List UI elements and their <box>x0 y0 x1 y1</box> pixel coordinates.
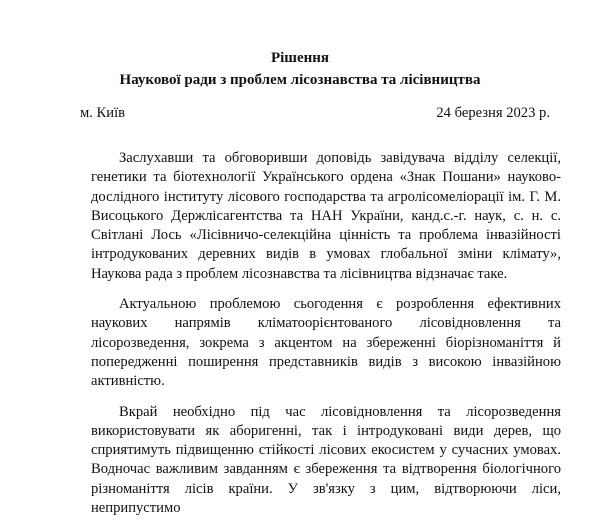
paragraph: Заслухавши та обговоривши доповідь завідувача відділу селекції, генетики та біотехнології Українського ордена «Знак Пошани» науково-дослідного інституту лісового господарства та агролісомеліорації ім. Г. М. Висоцького Держлісагентства та НАН України, канд.с.-г. наук, с. н. с. Світлані Лось «Лісівничо-селекційна цінність та проблема інвазійності інтродукованих деревних видів в умовах глобальної зміни клімату», Наукова рада з проблем лісознавства та лісівництва відзначає таке. <box>91 150 561 282</box>
paragraph: Вкрай необхідно під час лісовідновлення та лісорозведення використовувати як аборигенні, так і інтродуковані види дерев, що сприятимуть підвищенню стійкості лісових екосистем у сучасних умовах. Водночас важливим завданням є збереження та відтворення біологічного різноманіття лісів країни. У зв'язку з цим, відтворюючи ліси, неприпустимо <box>91 403 561 517</box>
paragraph: Актуальною проблемою сьогодення є розроблення ефективних наукових напрямів кліматоорієнтованого лісовідновлення та лісорозведення, зокрема з акцентом на збереженні біорізноманіття й попередженні поширення представників видів з високою інвазійною активністю. <box>91 296 561 390</box>
document-title: Рішення <box>270 50 330 66</box>
document-body <box>91 149 561 529</box>
document-city: м. Київ <box>80 105 126 121</box>
document-subtitle: Наукової ради з проблем лісознавства та лісівництва <box>119 72 481 88</box>
document-date: 24 березня 2023 р. <box>436 105 550 121</box>
